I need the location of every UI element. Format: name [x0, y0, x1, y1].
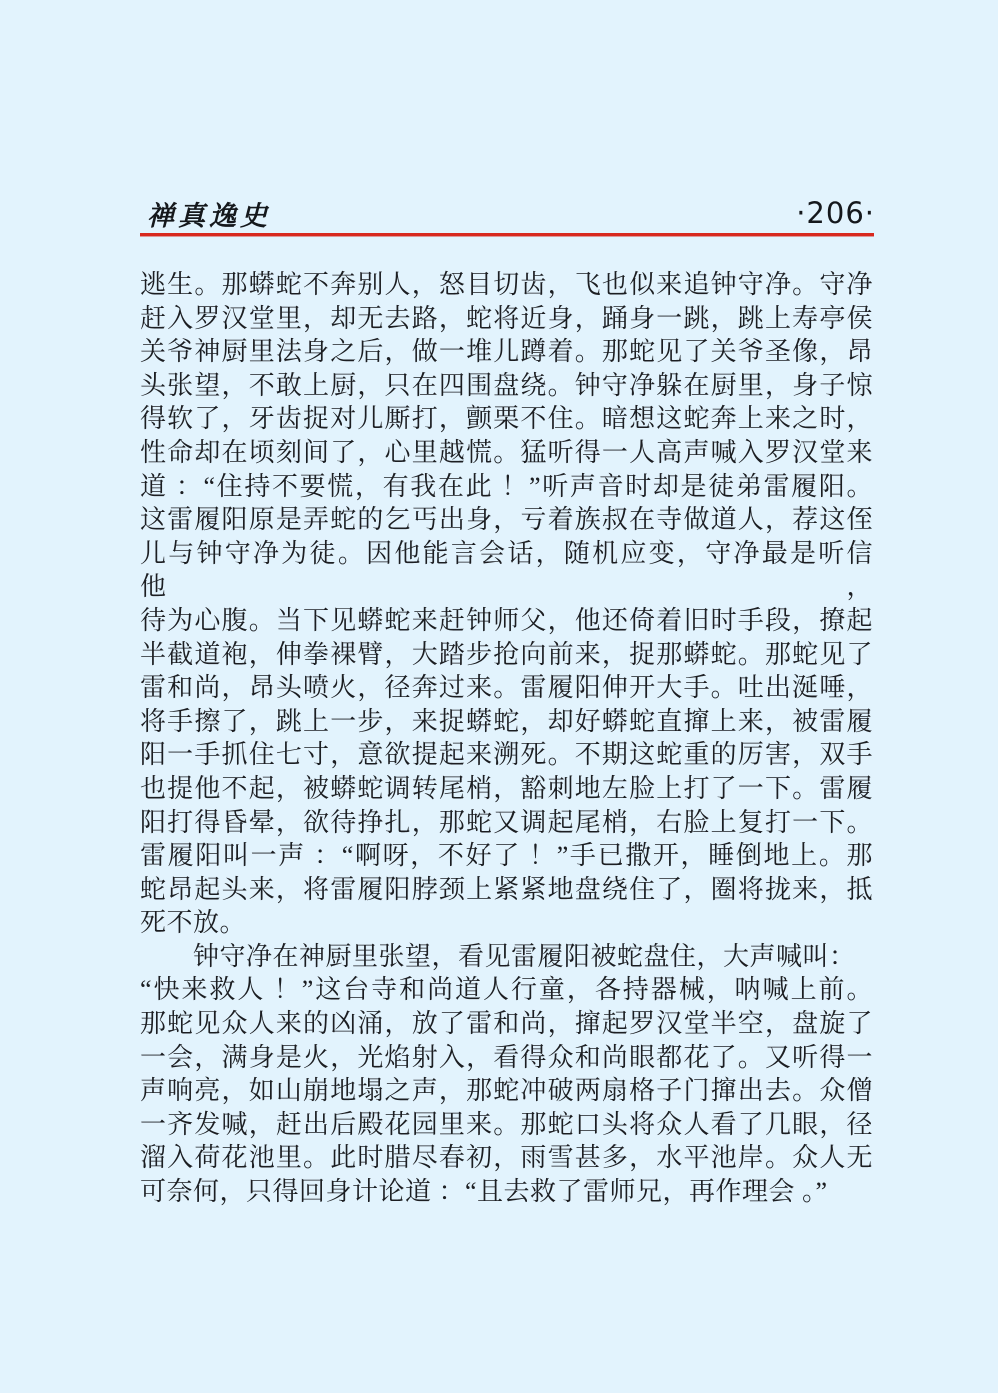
text-line: 道 ：“住持不要慌，有我在此 ！”听声音时却是徒弟雷履阳。	[140, 471, 873, 501]
text-line: 阳一手抓住七寸，意欲提起来溯死。不期这蛇重的厉害，双手	[140, 740, 873, 770]
text-line: 雷和尚，昂头喷火，径奔过来。雷履阳伸开大手。吐出涎唾，	[140, 673, 873, 703]
text-line: 得软了，牙齿捉对儿厮打，颤栗不住。暗想这蛇奔上来之时，	[140, 404, 873, 434]
text-line: 半截道袍，伸拳裸臂，大踏步抢向前来，捉那蟒蛇。那蛇见了	[140, 639, 873, 669]
text-line: 阳打得昏晕，欲待挣扎，那蛇又调起尾梢，右脸上复打一下。	[140, 807, 873, 837]
text-line: 待为心腹。当下见蟒蛇来赶钟师父，他还倚着旧时手段，撩起	[140, 605, 873, 635]
text-line: 那蛇见众人来的凶涌，放了雷和尚，撺起罗汉堂半空，盘旋了	[140, 1009, 873, 1039]
text-line: 雷履阳叫一声 ：“啊呀，不好了 ！”手已撒开，睡倒地上。那	[140, 841, 873, 871]
text-line: 这雷履阳原是弄蛇的乞丐出身，亏着族叔在寺做道人，荐这侄	[140, 505, 873, 535]
text-line: 蛇昂起头来，将雷履阳脖颈上紧紧地盘绕住了，圈将拢来，抵	[140, 874, 873, 904]
text-line: 将手擦了，跳上一步，来捉蟒蛇，却好蟒蛇直撺上来，被雷履	[140, 706, 873, 736]
page-body	[140, 268, 873, 1209]
book-title: 禅真逸史	[147, 201, 271, 231]
text-line: 也提他不起，被蟒蛇调转尾梢，豁刺地左脸上打了一下。雷履	[140, 773, 873, 803]
text-line: 逃生。那蟒蛇不奔别人，怒目切齿，飞也似来追钟守净。守净	[140, 270, 873, 299]
text-line: 声响亮，如山崩地塌之声，那蛇冲破两扇格子门撺出去。众僧	[140, 1076, 873, 1106]
text-line: 赶入罗汉堂里，却无去路，蛇将近身，踊身一跳，跳上寿亭侯	[140, 303, 873, 333]
paragraph	[140, 940, 873, 1209]
text-line: “快来救人 ！”这台寺和尚道人行童，各持器械，呐喊上前。	[140, 975, 873, 1005]
text-line: 可奈何，只得回身计论道 ：“且去救了雷师兄，再作理会 。”	[140, 1177, 828, 1207]
text-line: 钟守净在神厨里张望，看见雷履阳被蛇盘住，大声喊叫：	[193, 941, 856, 971]
text-line: 性命却在顷刻间了，心里越慌。猛听得一人高声喊入罗汉堂来	[140, 437, 873, 467]
text-line: 头张望，不敢上厨，只在四围盘绕。钟守净躲在厨里，身子惊	[140, 370, 873, 400]
text-line: 关爷神厨里法身之后，做一堆儿蹲着。那蛇见了关爷圣像，昂	[140, 337, 873, 367]
text-line: 一会，满身是火，光焰射入，看得众和尚眼都花了。又听得一	[140, 1042, 873, 1072]
text-line: 儿与钟守净为徒。因他能言会话，随机应变，守净最是听信他，	[140, 538, 873, 602]
paragraph	[140, 268, 873, 940]
header-rule	[140, 233, 874, 236]
page-number: ·206·	[796, 196, 875, 230]
text-line: 死不放。	[140, 908, 247, 938]
text-line: 一齐发喊，赶出后殿花园里来。那蛇口头将众人看了几眼，径	[140, 1109, 873, 1139]
text-line: 溜入荷花池里。此时腊尽春初，雨雪甚多，水平池岸。众人无	[140, 1143, 873, 1173]
